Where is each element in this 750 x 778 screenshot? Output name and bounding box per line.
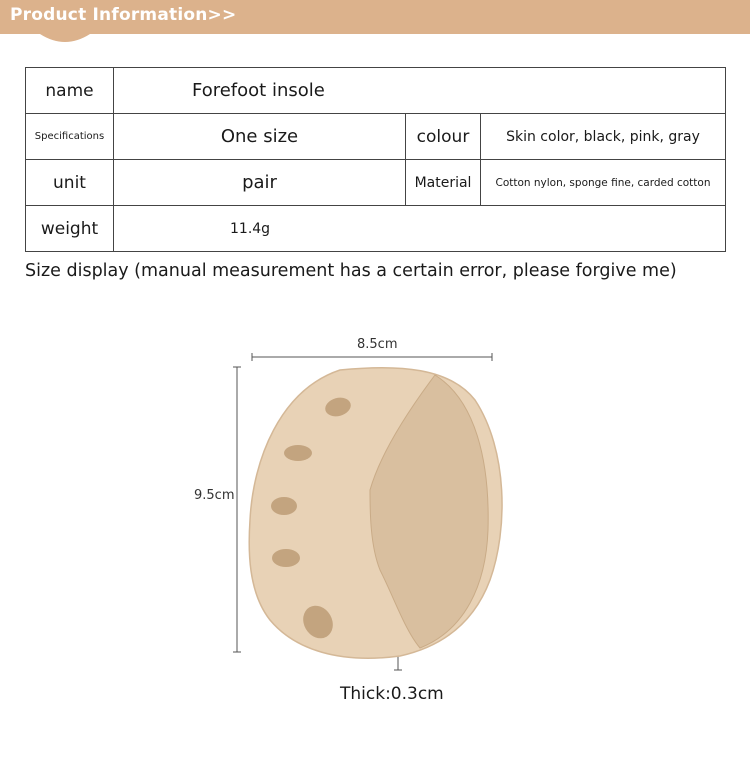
banner-title: Product Information>> [10,5,237,25]
label-name: name [26,68,114,114]
value-specifications: One size [114,114,406,160]
table-row [26,68,726,114]
spec-table [25,67,726,252]
width-label: 8.5cm [357,337,398,352]
value-material: Cotton nylon, sponge fine, carded cotton [481,160,726,206]
table-row [26,160,726,206]
insole-illustration [190,330,510,710]
label-unit: unit [26,160,114,206]
value-unit: pair [114,160,406,206]
table-row [26,206,726,252]
label-specifications: Specifications [26,114,114,160]
height-label: 9.5cm [194,488,235,503]
label-material: Material [406,160,481,206]
label-weight: weight [26,206,114,252]
value-weight: 11.4g [114,206,726,252]
size-note: Size display (manual measurement has a certain error, please forgive me) [25,261,677,281]
label-colour: colour [406,114,481,160]
thickness-label: Thick:0.3cm [340,684,444,704]
value-name: Forefoot insole [114,68,726,114]
value-colour: Skin color, black, pink, gray [481,114,726,160]
table-row [26,114,726,160]
